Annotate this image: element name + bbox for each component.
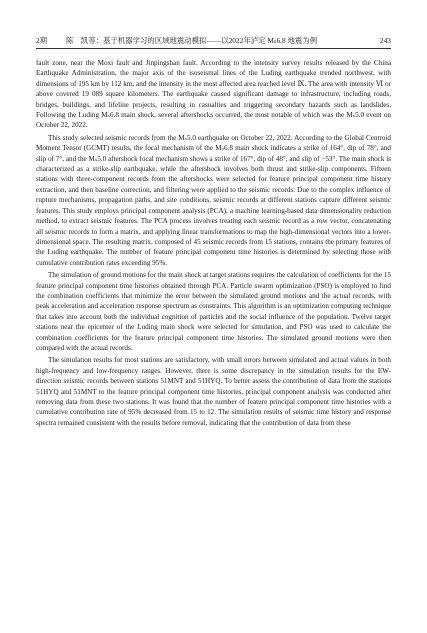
article-body bbox=[36, 58, 391, 428]
paragraph-continued: fault zone, near the Moxi fault and Jinpingshan fault. According to the intensity survey results released by the China Earthquake Administration, the major axis of the isoseismal lines of the Luding earthquake trended northwest, with dimensions of 195 km by 112 km, and the intensity in the most affected area reached level Ⅸ. The area with intensity Ⅵ or above covered 19 089 square kilometers. The earthquake caused significant damage to infrastructure, including roads, bridges, buildings, and lifeline projects, resulting in casualties and triggering secondary hazards such as landslides. Following the Luding Mₛ6.8 main shock, several aftershocks occurred, the most notable of which was the Mₛ5.0 event on October 22, 2022. bbox=[36, 59, 391, 130]
running-title: 陈 凯等：基于机器学习的区域地震动模拟——以2022年泸定 Mₛ6.8 地震为例 bbox=[66, 36, 318, 45]
paragraph: The simulation of ground motions for the main shock at target stations requires the calculation of coefficients for the 15 feature principal component time histories obtained through PCA. Particle swarm optimization (PSO) is employed to find the combination coefficients that minimize the error between the simulated ground motions and the actual records, with peak acceleration and acceleration response spectrum as constraints. This algorithm is an optimization computing technique that takes into account both the individual cognition of particles and the social influence of the population. Twelve target stations near the epicenter of the Luding main shock were selected for simulation, and PSO was used to calculate the combination coefficients for the feature principal component time histories. The simulated ground motions were then compared with the actual records. bbox=[36, 271, 391, 352]
running-header bbox=[36, 34, 391, 49]
paragraph: The simulation results for most stations are satisfactory, with small errors between simulated and actual values in both high-frequency and low-frequency ranges. However, there is some discrepancy in the simulation results for the EW-direction seismic records between stations 51MNT and 51HYQ. To better assess the contribution of data from the stations 51HYQ and 51MNT to the feature principal component time histories, principal component analysis was conducted after removing data from these two stations. It was found that the number of feature principal component time histories with a cumulative contribution rate of 95% decreased from 15 to 12. The simulation results of seismic time history and response spectra remained consistent with the results before removal, indicating that the contribution of data from these bbox=[36, 356, 391, 427]
page-number: 243 bbox=[379, 36, 391, 45]
issue-number: 2期 bbox=[36, 36, 48, 45]
paragraph: This study selected seismic records from the Mₛ5.0 earthquake on October 22, 2022. According to the Global Centroid Moment Tensor (GCMT) results, the focal mechanism of the Mₛ6.8 main shock indicates a strike of 164°, dip of 78°, and slip of 7°, and the Mₛ5.0 aftershock focal mechanism shows a strike of 167°, dip of 48°, and slip of −53°. The main shock is characterized as a strike-slip earthquake, while the aftershock involves both thrust and strike-slip components. Fifteen stations with three-component records from the aftershocks were selected for feature principal component time history extraction, and then baseline correction, and filtering were applied to the seismic records. Due to the complex influence of rupture mechanisms, propagation paths, and site conditions, seismic records at different stations capture different seismic features. This study employs principal component analysis (PCA), a machine learning-based data dimensionality reduction method, to extract seismic features. The PCA process involves treating each seismic record as a row vector, concatenating all seismic records to form a matrix, and applying linear transformations to map the high-dimensional vectors into a lower-dimensional space. The resulting matrix, composed of 45 seismic records from 15 stations, contains the primary features of the Luding earthquake. The number of feature principal component time histories is determined by selecting those with cumulative contribution rates exceeding 95%. bbox=[36, 133, 391, 267]
